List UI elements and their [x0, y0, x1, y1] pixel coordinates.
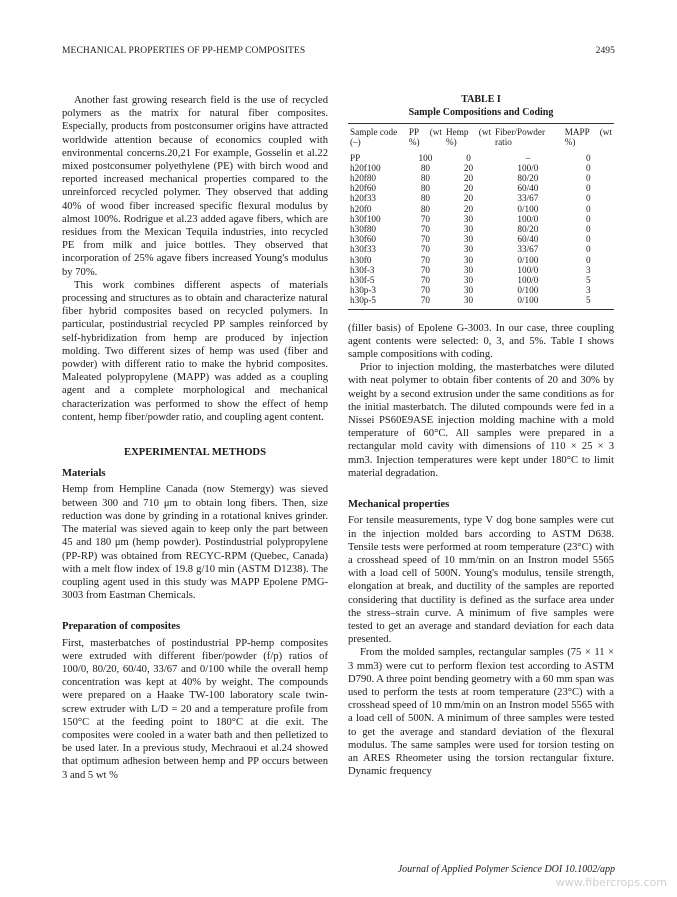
table-cell: 5 [563, 295, 614, 309]
table-cell: 80/20 [517, 224, 539, 235]
table-cell: – [525, 152, 531, 163]
table-cell: 5 [586, 275, 591, 286]
table-cell: h30f33 [350, 244, 377, 255]
left-paragraph-3: Hemp from Hempline Canada (now Stemergy) was sieved between 300 and 710 μm to obtain long fibers. Then, size reduction was done by grinding in a rotational knives grinder. The material was sieved again to keep only the part between 45 and 180 μm (hemp powder). Postindustrial polypropylene (PP-RP) was obtained from RECYC-RPM (Quebec, Canada) with a melt flow index of 19.8 g/10 min (ASTM D1238). The coupling agent used in this study was MAPP Epolene PMG-3003 from Eastman Chemicals. [62, 484, 328, 602]
table-cell: 3 [586, 285, 591, 296]
table-header: Hemp (wt %) [444, 124, 493, 150]
table-header: MAPP (wt %) [563, 124, 614, 150]
table-cell: h20f100 [350, 162, 381, 173]
table-title: TABLE I [461, 94, 501, 105]
table-cell: 80/20 [517, 173, 539, 184]
table-cell: 0 [586, 213, 591, 224]
table-row [348, 150, 614, 163]
left-column [62, 94, 328, 782]
table-cell: 0 [586, 183, 591, 194]
running-header [62, 46, 615, 56]
table-cell: 0 [586, 193, 591, 204]
table-cell: 33/67 [517, 244, 539, 255]
table-cell: h30f100 [350, 213, 381, 224]
table-cell: 60/40 [517, 183, 539, 194]
table-cell: 30 [444, 295, 493, 309]
table-cell: 80 [420, 173, 431, 184]
running-title: MECHANICAL PROPERTIES OF PP-HEMP COMPOSITES [62, 46, 306, 56]
table-cell: 33/67 [517, 193, 539, 204]
table-cell: 70 [420, 254, 431, 265]
table-cell: h20f80 [350, 173, 377, 184]
table-cell: h30f-5 [350, 275, 375, 286]
composition-table [348, 123, 614, 309]
table-cell: 80 [420, 183, 431, 194]
table-row [348, 244, 614, 254]
table-cell: 70 [420, 264, 431, 275]
table-row [348, 275, 614, 285]
table-row [348, 255, 614, 265]
table-cell: 100/0 [517, 213, 539, 224]
table-row [348, 214, 614, 224]
subheading-mechanical: Mechanical properties [348, 499, 450, 511]
right-paragraph-4: From the molded samples, rectangular samples (75 × 11 × 3 mm3) were cut to perform flexion test according to ASTM D790. A three point bending geometry with a 60 mm span was used to perform the tests at room temperature (23°C) with a crosshead speed of 10 mm/min on an Instron model 5565 with a load cell of 500N. A minimum of three samples were tested to get the average and standard deviation of the flexural modulus. The same samples were used for torsion testing on an ARES Rheometer using the torsion rectangular fixture. Dynamic frequency [348, 647, 614, 778]
left-paragraph-1: Another fast growing research field is the use of recycled polymers as the matrix for natural fiber composites. Especially, products from postconsumer origins have attracted worldwide attention because of economics coupled with environmental concerns.20,21 For example, Gosselin et al.22 mixed postconsumer polyethylene (PE) with birch wood and reported increased mechanical properties compared to the unreinforced recycled polymer. They observed that adding 40% of wood fiber increased specific flexural modulus by almost 100%. Rodrigue et al.23 added agave fibers, which are residues from the Mexican Tequila industries, into recycled PE from milk and juice bottles. They observed that incorporation of 25% agave fibers increased Young's modulus by 70%. [62, 95, 328, 278]
table-cell: 30 [463, 213, 474, 224]
table-header: Sample code (–) [348, 124, 407, 150]
table-cell: 100/0 [517, 264, 539, 275]
subheading-preparation: Preparation of composites [62, 621, 181, 633]
table-cell: 30 [463, 264, 474, 275]
page-number: 2495 [595, 46, 615, 56]
table-row [348, 234, 614, 244]
table-cell: h20f33 [350, 193, 377, 204]
table-cell: 3 [586, 264, 591, 275]
table-row [348, 173, 614, 183]
table-cell: 100/0 [517, 275, 539, 286]
table-header: PP (wt %) [407, 124, 444, 150]
table-row [348, 204, 614, 214]
table-cell: 0/100 [493, 295, 563, 309]
table-cell: 80 [420, 162, 431, 173]
table-cell: h30f80 [350, 224, 377, 235]
table-row [348, 163, 614, 173]
table-row [348, 295, 614, 309]
right-column [348, 94, 614, 778]
table-row [348, 285, 614, 295]
table-cell: 0 [586, 203, 591, 214]
left-paragraph-4: First, masterbatches of postindustrial PP-hemp composites were extruded with different fiber/powder (f/p) ratios of 100/0, 80/20, 60/40, 33/67 and 0/100 while the overall hemp concentration was kept at 40% by weight. The compounds were prepared on a Haake TW-100 laboratory scale twin-screw extruder with L/D = 20 and a temperature profile from 150°C at the feeding point to 180°C at die exit. The composites were cooled in a water bath and then pelletized to be used later. In a previous study, Mechraoui et al.24 showed that optimum adhesion between hemp and PP occurs between 3 and 5 wt % [62, 637, 328, 781]
table-row [348, 265, 614, 275]
table-cell: 70 [420, 275, 431, 286]
table-cell: h30f0 [350, 254, 372, 265]
table-cell: h20f0 [350, 203, 372, 214]
table-cell: 0 [586, 173, 591, 184]
table-cell: 30 [463, 234, 474, 245]
table-cell: 80 [420, 193, 431, 204]
table-row [348, 183, 614, 193]
table-cell: 30 [463, 244, 474, 255]
table-cell: 0 [586, 254, 591, 265]
table-cell: 0/100 [517, 285, 539, 296]
table-cell: 20 [463, 203, 474, 214]
watermark: www.fibercrops.com [555, 876, 667, 889]
table-cell: PP [350, 152, 361, 163]
right-paragraph-3: For tensile measurements, type V dog bone samples were cut in the injection molded bars according to ASTM D638. Tensile tests were performed at room temperature (23°C) with a crosshead speed of 10 mm/min on an Instron model 5565 with a load cell of 500N. Young's modulus, tensile strength, elongation at break, and ductility of the samples are reported considering that ductility is defined as the surface area under the stress–strain curve. A minimum of five samples were tested to get an average and standard deviation for each data presented. [348, 515, 614, 646]
table-cell: h30f-3 [350, 264, 375, 275]
table-cell: h20f60 [350, 183, 377, 194]
table-cell: 100 [418, 152, 433, 163]
table-cell: 30 [463, 285, 474, 296]
left-paragraph-2: This work combines different aspects of materials processing and structures as to obtain and characterize natural fiber hybrid composites based on recycled polymers. In particular, postindustrial recycled PP samples reinforced by self-hybridization from hemp are produced by injection molding. Two different sizes of hemp was used (fiber and powder) with different ratio to make the hybrid composites. Maleated polypropylene (MAPP) was added as a coupling agent and a complete morphological and mechanical characterization was performed to show the effect of hemp content, hemp fiber/powder ratio, and coupling agent content. [62, 279, 328, 423]
table-cell: 80 [420, 203, 431, 214]
right-paragraph-1: (filler basis) of Epolene G-3003. In our case, three coupling agent contents were selected: 0, 3, and 5%. Table I shows sample compositions with coding. [348, 322, 614, 361]
table-cell: 30 [463, 224, 474, 235]
table-cell: 100/0 [517, 162, 539, 173]
table-cell: 0 [586, 234, 591, 245]
table-cell: 0 [586, 224, 591, 235]
subheading-materials: Materials [62, 468, 106, 480]
table-row [348, 224, 614, 234]
table-cell: 30 [463, 254, 474, 265]
table-cell: 0/100 [517, 254, 539, 265]
right-paragraph-2: Prior to injection molding, the masterbatches were diluted with neat polymer to obtain fiber contents of 20 and 30% by weight by a second extrusion under the same conditions as for the initial masterbatch. The diluted compounds were fed in a Nissei PS60E9ASE injection molding machine with a mold temperature of 60°C. All samples were prepared in a rectangular mold cavity with dimensions of 110 × 25 × 3 mm3. Injection temperatures were kept under 180°C to limit material degradation. [348, 362, 614, 479]
table-cell: 20 [463, 183, 474, 194]
table-cell: 0 [466, 152, 471, 163]
table-cell: 20 [463, 162, 474, 173]
table-cell: 0 [586, 244, 591, 255]
table-cell: 70 [420, 224, 431, 235]
table-cell: 30 [463, 275, 474, 286]
table-cell: 20 [463, 173, 474, 184]
table-cell: 70 [407, 295, 444, 309]
table-cell: 0 [586, 152, 591, 163]
table-header: Fiber/Powder ratio [493, 124, 563, 150]
table-cell: 70 [420, 234, 431, 245]
table-row [348, 193, 614, 203]
table-cell: 70 [420, 244, 431, 255]
table-cell: h30p-5 [348, 295, 407, 309]
journal-footer: Journal of Applied Polymer Science DOI 10.1002/app [397, 864, 615, 875]
table-cell: 60/40 [517, 234, 539, 245]
table-cell: 0/100 [517, 203, 539, 214]
table-cell: 70 [420, 213, 431, 224]
table-cell: 70 [420, 285, 431, 296]
table-cell: 20 [463, 193, 474, 204]
section-heading: EXPERIMENTAL METHODS [124, 447, 266, 459]
table-subtitle: Sample Compositions and Coding [408, 107, 554, 118]
table-cell: 0 [586, 162, 591, 173]
table-cell: h30p-3 [350, 285, 377, 296]
table-cell: h30f60 [350, 234, 377, 245]
